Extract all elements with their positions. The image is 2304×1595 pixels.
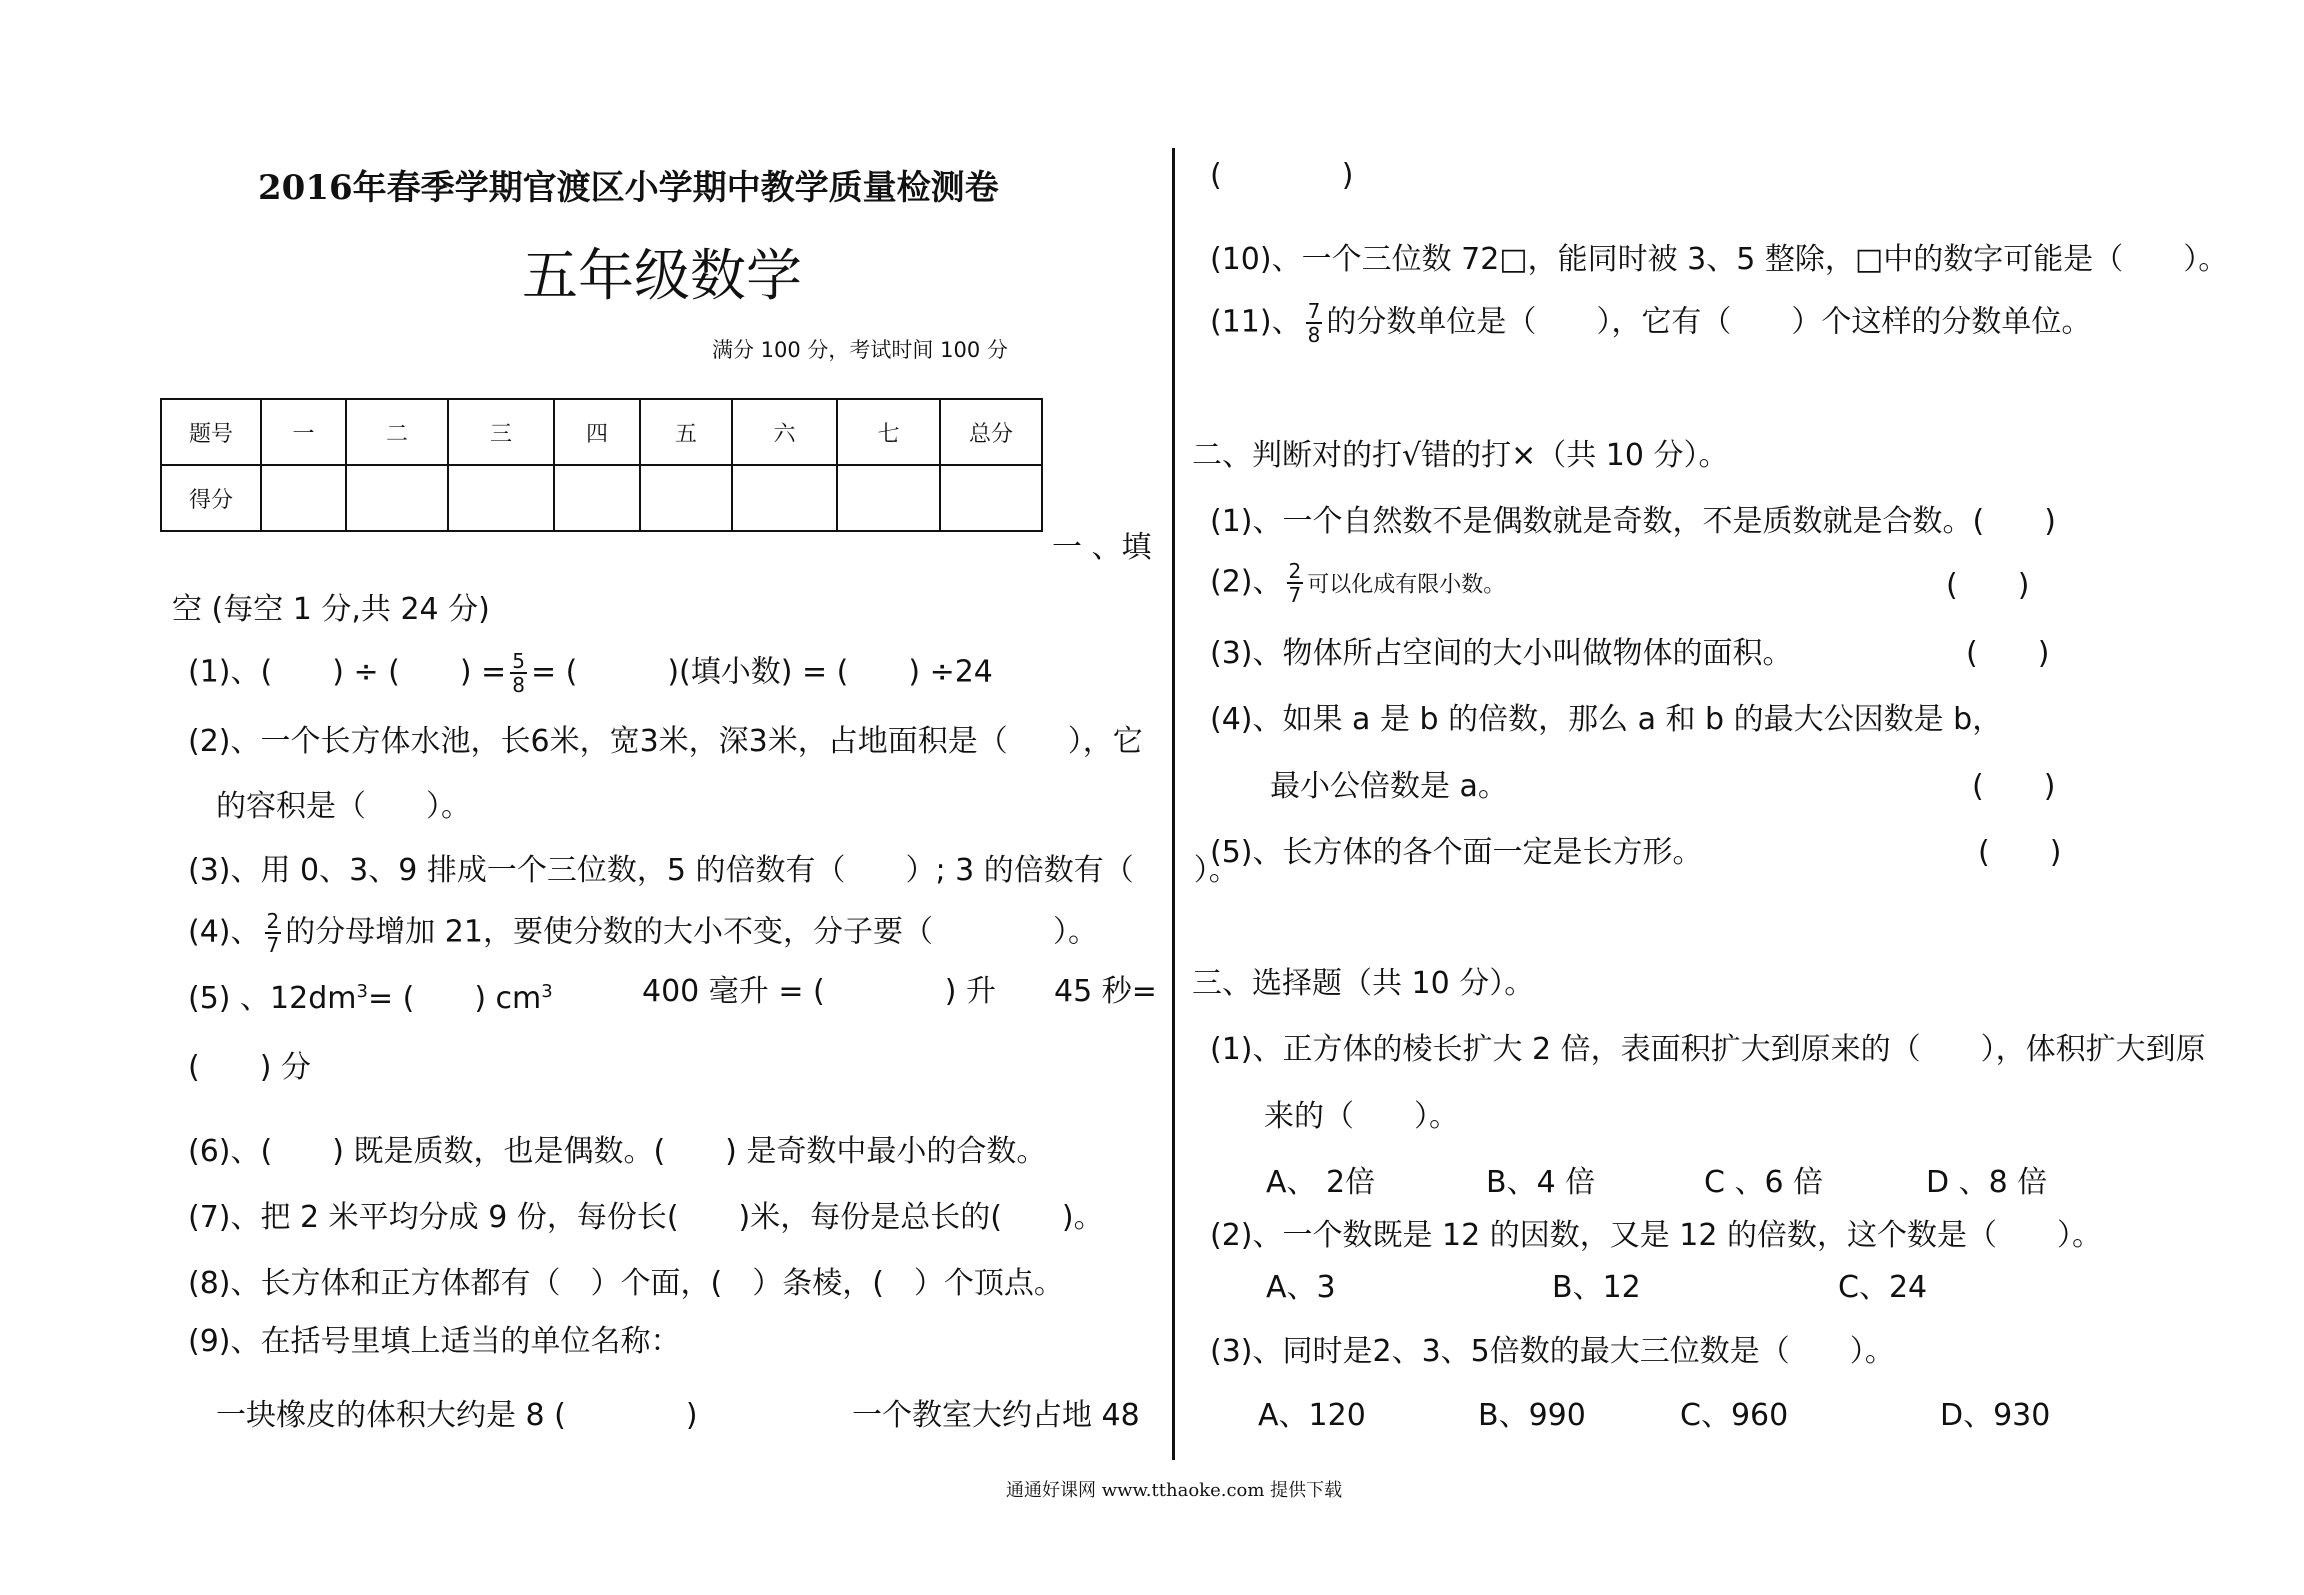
choice-2-option-a[interactable]: A、3 — [1266, 1270, 1336, 1305]
question-5-c: 400 毫升 = ( ) 升 — [642, 974, 996, 1009]
judge-4-paren: ( ) — [1972, 769, 2056, 804]
choice-3-option-b[interactable]: B、990 — [1478, 1398, 1586, 1433]
question-4-text-a: (4)、 — [188, 914, 261, 950]
exam-title: 2016年春季学期官渡区小学期中教学质量检测卷 — [258, 168, 999, 208]
fraction-numerator: 5 — [512, 649, 525, 673]
fraction — [265, 910, 282, 956]
superscript: 3 — [541, 981, 553, 1002]
fraction — [1306, 300, 1323, 346]
choice-1-b: 来的（ ）。 — [1264, 1099, 1459, 1134]
choice-3: (3)、同时是2、3、5倍数的最大三位数是（ ）。 — [1210, 1334, 1895, 1369]
question-1-text-a: (1)、( ) ÷ ( ) = — [188, 654, 507, 690]
choice-2-option-b[interactable]: B、12 — [1552, 1270, 1641, 1305]
judge-1: (1)、一个自然数不是偶数就是奇数，不是质数就是合数。( ) — [1210, 504, 2056, 539]
question-8: (8)、长方体和正方体都有（ ）个面，( ）条棱，( ）个顶点。 — [188, 1266, 1064, 1301]
score-header-cell: 二 — [346, 399, 448, 465]
judge-2 — [1210, 560, 1505, 606]
question-5-a — [188, 972, 553, 1019]
score-row-label: 得分 — [161, 465, 261, 531]
score-table-row — [161, 465, 1042, 531]
question-1 — [188, 650, 993, 696]
choice-1-option-d[interactable]: D 、8 倍 — [1926, 1165, 2048, 1200]
fraction — [1287, 560, 1304, 606]
choice-3-option-c[interactable]: C、960 — [1680, 1398, 1789, 1433]
fraction-denominator: 8 — [512, 673, 525, 697]
judge-2-text-b: 可以化成有限小数。 — [1307, 572, 1506, 598]
score-cell[interactable] — [640, 465, 732, 531]
question-11-text-b: 的分数单位是（ ），它有（ ）个这样的分数单位。 — [1326, 304, 2092, 340]
judge-3: (3)、物体所占空间的大小叫做物体的面积。 — [1210, 636, 1793, 671]
fraction — [510, 650, 527, 696]
question-5-d: 45 秒= — [1054, 974, 1157, 1009]
judge-5: (5)、长方体的各个面一定是长方形。 — [1210, 835, 1703, 870]
question-9-cont: ( ) — [1210, 158, 1354, 193]
choice-1-option-b[interactable]: B、4 倍 — [1486, 1165, 1596, 1200]
question-2-a: (2)、一个长方体水池，长6米，宽3米，深3米，占地面积是（ ），它 — [188, 724, 1143, 759]
fraction-numerator: 7 — [1307, 299, 1321, 323]
question-11 — [1210, 300, 2091, 346]
question-1-text-b: = ( )(填小数) = ( ) ÷24 — [530, 654, 993, 690]
fraction-denominator: 8 — [1307, 323, 1321, 347]
section1-heading-a: 一 、填 — [1052, 530, 1152, 565]
score-header-cell: 七 — [837, 399, 940, 465]
score-header-cell: 四 — [554, 399, 640, 465]
choice-2: (2)、一个数既是 12 的因数，又是 12 的倍数，这个数是（ ）。 — [1210, 1218, 2102, 1253]
choice-1-option-c[interactable]: C 、6 倍 — [1704, 1165, 1824, 1200]
score-header-cell: 题号 — [161, 399, 261, 465]
question-3: (3)、用 0、3、9 排成一个三位数，5 的倍数有（ ）; 3 的倍数有（ ）。 — [188, 853, 1239, 888]
score-header-cell: 三 — [448, 399, 554, 465]
question-11-text-a: (11)、 — [1210, 304, 1302, 340]
choice-2-option-c[interactable]: C、24 — [1838, 1270, 1928, 1305]
fraction-numerator: 2 — [1288, 559, 1302, 583]
score-cell[interactable] — [732, 465, 837, 531]
score-table-header-row — [161, 399, 1042, 465]
judge-3-paren: ( ) — [1966, 636, 2050, 671]
section2-heading: 二、判断对的打√错的打×（共 10 分）。 — [1192, 438, 1729, 473]
superscript: 3 — [356, 981, 368, 1002]
judge-2-text-a: (2)、 — [1210, 564, 1283, 600]
question-6: (6)、( ) 既是质数，也是偶数。( ) 是奇数中最小的合数。 — [188, 1134, 1047, 1169]
column-divider — [1172, 148, 1175, 1460]
question-10: (10)、一个三位数 72□，能同时被 3、5 整除，□中的数字可能是（ ）。 — [1210, 242, 2229, 277]
choice-1-option-a[interactable]: A、 2倍 — [1266, 1165, 1376, 1200]
score-table — [160, 398, 1043, 532]
score-cell[interactable] — [554, 465, 640, 531]
fraction-numerator: 2 — [266, 909, 280, 933]
fraction-denominator: 7 — [266, 933, 280, 957]
choice-1-a: (1)、正方体的棱长扩大 2 倍，表面积扩大到原来的（ ），体积扩大到原 — [1210, 1032, 2206, 1067]
question-9-a: 一块橡皮的体积大约是 8 ( ) — [216, 1398, 698, 1433]
score-cell[interactable] — [261, 465, 346, 531]
judge-4-b: 最小公倍数是 a。 — [1270, 769, 1508, 804]
judge-4-a: (4)、如果 a 是 b 的倍数，那么 a 和 b 的最大公因数是 b， — [1210, 702, 2003, 737]
section1-heading-b: 空 (每空 1 分,共 24 分) — [172, 592, 490, 627]
judge-2-paren: ( ) — [1946, 568, 2030, 603]
question-5-text-b: = ( ) cm — [367, 981, 542, 1016]
page-footer: 通通好课网 www.tthaoke.com 提供下载 — [1006, 1480, 1343, 1501]
score-header-cell: 五 — [640, 399, 732, 465]
question-9-b: 一个教室大约占地 48 — [852, 1398, 1140, 1433]
question-7: (7)、把 2 米平均分成 9 份，每份长( )米，每份是总长的( )。 — [188, 1200, 1104, 1235]
score-cell[interactable] — [448, 465, 554, 531]
choice-3-option-a[interactable]: A、120 — [1258, 1398, 1366, 1433]
exam-subtitle: 五年级数学 — [522, 244, 802, 309]
section3-heading: 三、选择题（共 10 分）。 — [1192, 966, 1535, 1001]
question-5-text-a: (5) 、12dm — [188, 981, 357, 1016]
score-header-cell: 一 — [261, 399, 346, 465]
judge-5-paren: ( ) — [1978, 835, 2062, 870]
choice-3-option-d[interactable]: D、930 — [1940, 1398, 2051, 1433]
score-header-cell: 六 — [732, 399, 837, 465]
score-cell[interactable] — [837, 465, 940, 531]
score-cell[interactable] — [940, 465, 1042, 531]
exam-meta: 满分 100 分，考试时间 100 分 — [712, 338, 1008, 362]
score-header-cell: 总分 — [940, 399, 1042, 465]
question-5-e: ( ) 分 — [188, 1050, 311, 1085]
question-4 — [188, 910, 1098, 956]
score-cell[interactable] — [346, 465, 448, 531]
fraction-denominator: 7 — [1288, 583, 1302, 607]
question-2-b: 的容积是（ ）。 — [216, 789, 471, 824]
question-9: (9)、在括号里填上适当的单位名称： — [188, 1324, 681, 1359]
question-4-text-b: 的分母增加 21，要使分数的大小不变，分子要（ ）。 — [285, 914, 1098, 950]
